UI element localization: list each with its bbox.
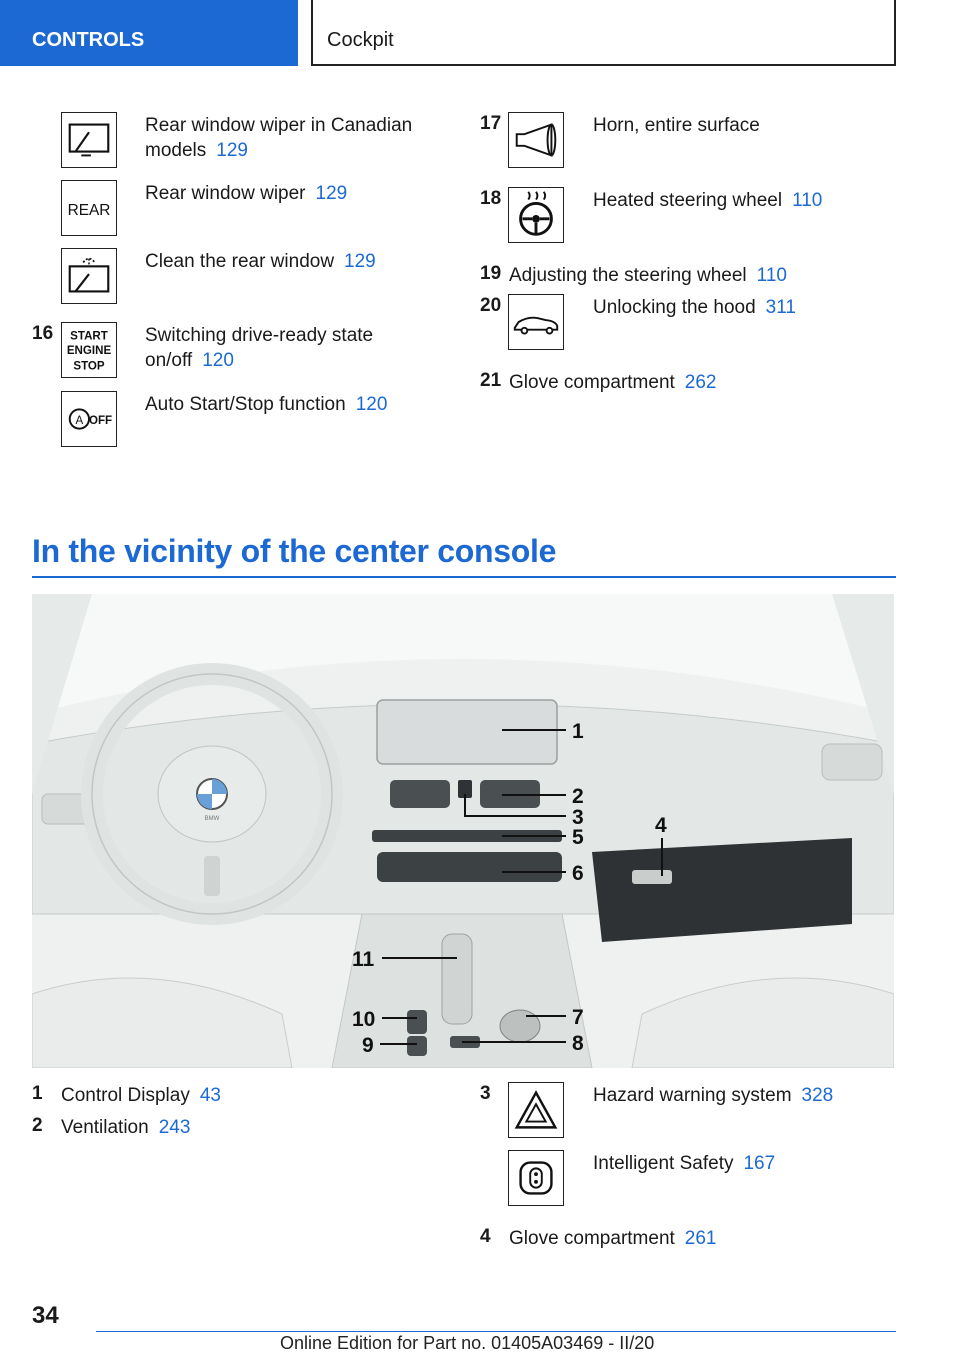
- heated-steering-wheel-icon: [508, 187, 564, 243]
- callout-6: 6: [572, 862, 584, 885]
- page-reference[interactable]: 261: [684, 1228, 717, 1249]
- item-number: 20: [480, 295, 502, 316]
- legend-text: Control Display 43: [61, 1085, 221, 1106]
- callout-8: 8: [572, 1032, 584, 1055]
- page-reference[interactable]: 110: [792, 190, 823, 211]
- item-number: 4: [480, 1226, 491, 1247]
- page-reference[interactable]: 129: [344, 251, 376, 272]
- page-reference[interactable]: 43: [199, 1085, 221, 1106]
- footer-divider: [96, 1331, 896, 1332]
- engine-label: ENGINE: [66, 344, 112, 357]
- title-divider: [32, 576, 896, 578]
- left-item-text: Clean the rear window 129: [145, 251, 376, 272]
- item-number: 18: [480, 188, 502, 209]
- car-hood-icon: [508, 294, 564, 350]
- horn-icon: [508, 112, 564, 168]
- item-number: 16: [32, 323, 54, 344]
- chapter-title: Cockpit: [311, 0, 896, 66]
- page-reference[interactable]: 129: [315, 183, 348, 204]
- left-item-text: Switching drive-ready state on/off 120: [145, 325, 374, 371]
- item-number: 3: [480, 1083, 491, 1104]
- legend-text: Intelligent Safety 167: [593, 1153, 776, 1174]
- callout-9: 9: [362, 1034, 374, 1057]
- page-reference[interactable]: 110: [756, 265, 787, 286]
- start-label: START: [70, 330, 108, 343]
- callout-4: 4: [655, 814, 667, 837]
- left-item-text: Auto Start/Stop function 120: [145, 394, 388, 415]
- callout-2: 2: [572, 785, 584, 808]
- callout-1: 1: [572, 720, 584, 743]
- rear-wiper-icon: [61, 180, 117, 236]
- svg-text:A: A: [75, 414, 84, 427]
- legend-text: Hazard warning system 328: [593, 1085, 834, 1106]
- page-reference[interactable]: 120: [355, 394, 388, 415]
- page-header: [0, 0, 960, 66]
- page-reference[interactable]: 262: [684, 372, 717, 393]
- page-reference[interactable]: 311: [765, 297, 796, 318]
- intelligent-safety-icon: [508, 1150, 564, 1206]
- auto-start-stop-off-icon: [61, 391, 117, 447]
- stop-label: STOP: [73, 360, 105, 373]
- right-item-text: Horn, entire surface: [593, 115, 760, 136]
- start-engine-stop-icon: [61, 322, 117, 378]
- page-number: 34: [32, 1302, 59, 1329]
- page-reference[interactable]: 120: [202, 350, 234, 371]
- center-console-illustration: [32, 594, 894, 1068]
- legend-text: Ventilation 243: [61, 1117, 191, 1138]
- item-number: 17: [480, 113, 502, 134]
- right-item-text: Heated steering wheel 110: [593, 190, 823, 211]
- left-item-text: Rear window wiper in Canadian models 129: [145, 115, 413, 161]
- callout-10: 10: [352, 1008, 376, 1031]
- page-reference[interactable]: 129: [216, 140, 248, 161]
- callout-7: 7: [572, 1006, 584, 1029]
- item-number: 2: [32, 1115, 43, 1136]
- rear-washer-icon: [61, 248, 117, 304]
- rear-wiper-canada-icon: [61, 112, 117, 168]
- right-item-text: Glove compartment 262: [509, 372, 717, 393]
- right-item-text: Unlocking the hood 311: [593, 297, 796, 318]
- callout-11: 11: [352, 948, 375, 971]
- right-item-text: Adjusting the steering wheel 110: [509, 265, 787, 286]
- rear-label: REAR: [67, 201, 111, 219]
- item-number: 19: [480, 263, 502, 284]
- item-number: 1: [32, 1083, 43, 1104]
- page-reference[interactable]: 167: [743, 1153, 776, 1174]
- section-tab: CONTROLS: [0, 0, 298, 66]
- legend-text: Glove compartment 261: [509, 1228, 717, 1249]
- left-item-text: Rear window wiper 129: [145, 183, 348, 204]
- section-title: In the vicinity of the center console: [32, 533, 557, 569]
- hazard-warning-icon: [508, 1082, 564, 1138]
- callout-3: 3: [572, 806, 584, 829]
- off-label: OFF: [89, 414, 113, 427]
- callout-5: 5: [572, 826, 584, 849]
- page-reference[interactable]: 243: [158, 1117, 191, 1138]
- item-number: 21: [480, 370, 502, 391]
- page-reference[interactable]: 328: [801, 1085, 834, 1106]
- badge-text: BMW: [204, 816, 220, 822]
- footer-edition-text: Online Edition for Part no. 01405A03469 - II/20: [280, 1333, 655, 1353]
